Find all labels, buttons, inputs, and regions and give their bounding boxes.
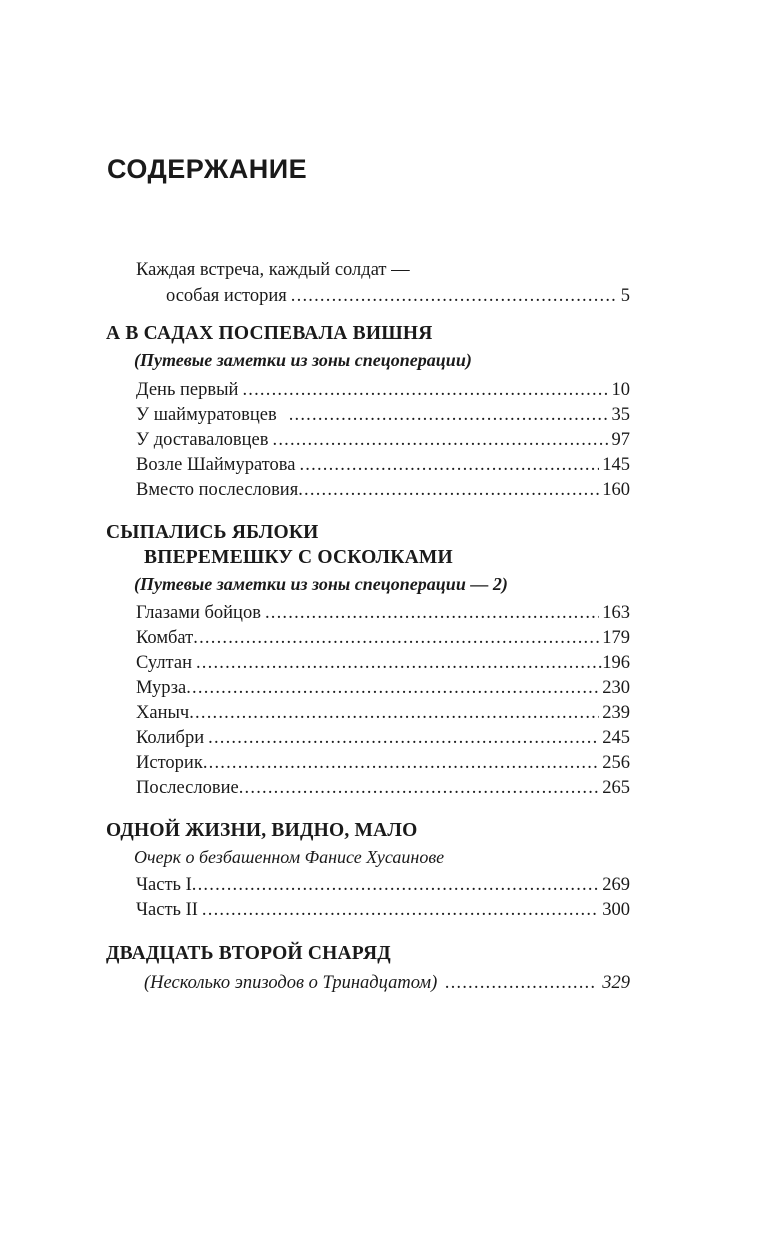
toc-entry-title: особая история [166, 286, 287, 306]
toc-entry-title: День первый [136, 380, 239, 400]
toc-entry-title: (Несколько эпизодов о Тринадцатом) [144, 973, 438, 993]
toc-entry-title: Комбат [136, 628, 194, 648]
toc-entry-page: 35 [611, 405, 630, 425]
toc-entry[interactable] [136, 898, 630, 922]
toc-entry-page: 196 [602, 653, 630, 673]
leader-dots [239, 776, 600, 800]
toc-entry-title: Мурза [136, 678, 187, 698]
toc-entry-title: Глазами бойцов [136, 603, 261, 623]
toc-entry-title: Вместо послесловия [136, 480, 299, 500]
toc-entry[interactable] [136, 428, 630, 452]
leader-dots [196, 651, 602, 675]
section-subtitle: (Путевые заметки из зоны спецоперации — 2) [134, 574, 508, 594]
toc-entry-page: 256 [602, 753, 630, 773]
section-heading-continued: ВПЕРЕМЕШКУ С ОСКОЛКАМИ [144, 547, 453, 568]
section-subtitle: Очерк о безбашенном Фанисе Хусаинове [134, 847, 445, 867]
toc-entry-page: 5 [620, 286, 630, 306]
toc-entry-title: Колибри [136, 728, 205, 748]
toc-entry-page: 300 [602, 900, 630, 920]
toc-entry-page: 265 [602, 778, 630, 798]
toc-entry-title: Ханыч [136, 703, 190, 723]
toc-entry[interactable] [166, 284, 630, 308]
section-heading: СЫПАЛИСЬ ЯБЛОКИ [106, 522, 319, 543]
leader-dots [291, 284, 618, 308]
toc-entry[interactable] [136, 378, 630, 402]
leader-dots [193, 626, 602, 650]
section-heading: ОДНОЙ ЖИЗНИ, ВИДНО, МАЛО [106, 820, 418, 841]
toc-entry[interactable] [144, 971, 630, 995]
leader-dots [289, 403, 609, 427]
toc-entry-title: Султан [136, 653, 192, 673]
toc-entry[interactable] [136, 651, 630, 675]
toc-intro-line: Каждая встреча, каждый солдат — [136, 260, 410, 280]
toc-entry[interactable] [136, 726, 630, 750]
toc-entry-title: Часть I [136, 875, 192, 895]
toc-entry-page: 10 [611, 380, 630, 400]
toc-entry-page: 97 [611, 430, 630, 450]
toc-entry-page: 160 [602, 480, 630, 500]
toc-entry-title: У шаймуратовцев [136, 405, 277, 425]
toc-entry-title: Историк [136, 753, 203, 773]
toc-entry[interactable] [136, 453, 630, 477]
page-title: СОДЕРЖАНИЕ [107, 154, 308, 184]
toc-entry-page: 329 [602, 973, 630, 993]
section-heading: ДВАДЦАТЬ ВТОРОЙ СНАРЯД [106, 943, 391, 964]
section-heading: А В САДАХ ПОСПЕВАЛА ВИШНЯ [106, 323, 433, 344]
leader-dots [298, 478, 602, 502]
leader-dots [208, 726, 599, 750]
toc-entry-page: 145 [602, 455, 630, 475]
leader-dots [192, 873, 599, 897]
toc-entry-title: Возле Шаймуратова [136, 455, 296, 475]
toc-entry-page: 179 [602, 628, 630, 648]
toc-entry-page: 239 [602, 703, 630, 723]
leader-dots [202, 898, 599, 922]
toc-entry[interactable] [136, 676, 630, 700]
toc-entry[interactable] [136, 403, 630, 427]
toc-entry[interactable] [136, 751, 630, 775]
leader-dots [273, 428, 609, 452]
toc-entry-title: Послесловие [136, 778, 239, 798]
leader-dots [242, 378, 608, 402]
toc-entry[interactable] [136, 701, 630, 725]
leader-dots [186, 676, 599, 700]
toc-entry[interactable] [136, 626, 630, 650]
toc-entry-title: У доставаловцев [136, 430, 269, 450]
toc-entry[interactable] [136, 776, 630, 800]
toc-entry-title: Часть II [136, 900, 198, 920]
toc-entry-page: 163 [602, 603, 630, 623]
leader-dots [445, 971, 596, 995]
leader-dots [299, 453, 599, 477]
toc-entry[interactable] [136, 873, 630, 897]
leader-dots [189, 701, 599, 725]
toc-entry[interactable] [136, 601, 630, 625]
leader-dots [203, 751, 599, 775]
toc-entry-page: 230 [602, 678, 630, 698]
toc-entry-page: 245 [602, 728, 630, 748]
toc-entry[interactable] [136, 478, 630, 502]
section-subtitle: (Путевые заметки из зоны спецоперации) [134, 350, 472, 370]
leader-dots [265, 601, 599, 625]
toc-entry-page: 269 [602, 875, 630, 895]
